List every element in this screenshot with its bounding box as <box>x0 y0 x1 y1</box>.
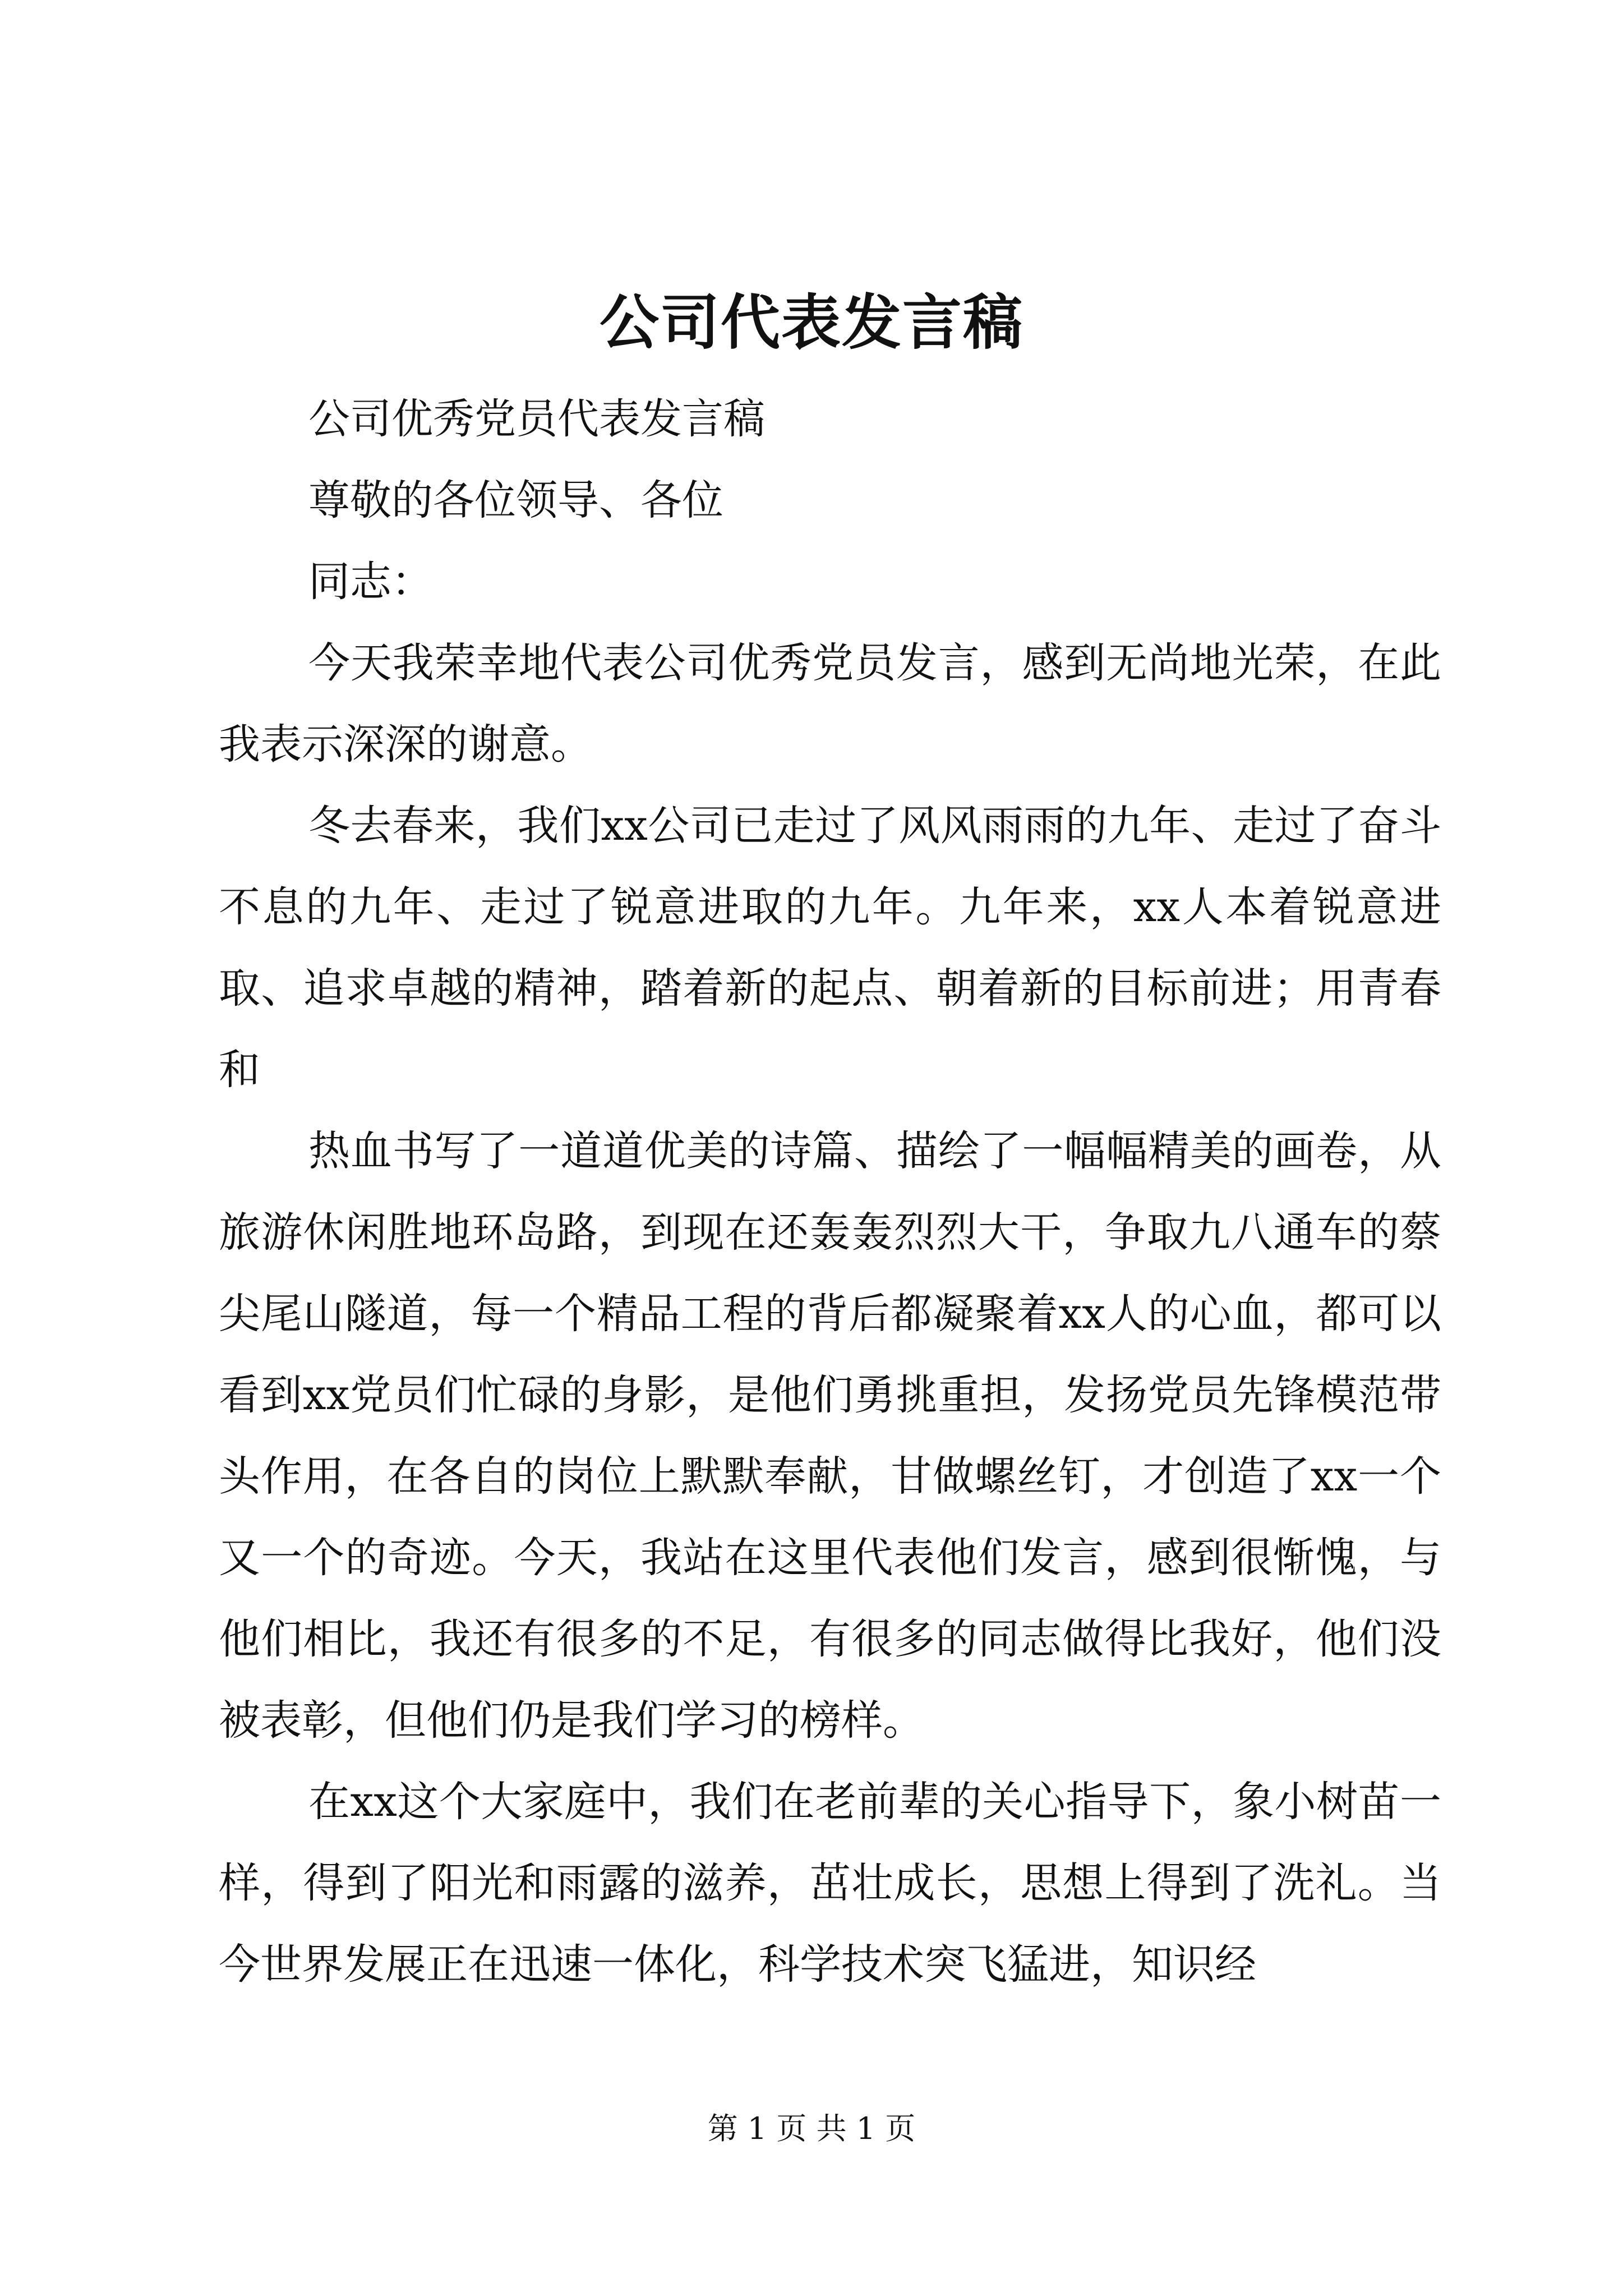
paragraph-salutation: 尊敬的各位领导、各位 <box>308 476 723 524</box>
paragraph-heading: 公司优秀党员代表发言稿 <box>308 395 765 443</box>
paragraph-achievements: 热血书写了一道道优美的诗篇、描绘了一幅幅精美的画卷，从旅游休闲胜地环岛路，到现在还轰轰烈烈大干，争取九八通车的蔡尖尾山隧道，每一个精品工程的背后都凝聚着xx人的心血，都可以看到xx党员们忙碌的身影，是他们勇挑重担，发扬党员先锋模范带头作用，在各自的岗位上默默奉献，甘做螺丝钉，才创造了xx一个又一个的奇迹。今天，我站在这里代表他们发言，感到很惭愧，与他们相比，我还有很多的不足，有很多的同志做得比我好，他们没被表彰，但他们仍是我们学习的榜样。 <box>219 1127 1441 1745</box>
document-title: 公司代表发言稿 <box>600 287 1023 357</box>
document-body <box>219 379 1441 2005</box>
paragraph-history: 冬去春来，我们xx公司已走过了风风雨雨的九年、走过了奋斗不息的九年、走过了锐意进取的九年。九年来，xx人本着锐意进取、追求卓越的精神，踏着新的起点、朝着新的目标前进；用青春和 <box>219 802 1441 1094</box>
page-number-footer: 第 1 页 共 1 页 <box>707 2111 916 2146</box>
paragraph-salutation-end: 同志： <box>308 558 433 606</box>
paragraph-intro: 今天我荣幸地代表公司优秀党员发言，感到无尚地光荣，在此我表示深深的谢意。 <box>219 639 1441 769</box>
paragraph-growth: 在xx这个大家庭中，我们在老前辈的关心指导下，象小树苗一样，得到了阳光和雨露的滋养，茁壮成长，思想上得到了洗礼。当今世界发展正在迅速一体化，科学技术突飞猛进，知识经 <box>219 1778 1441 1989</box>
